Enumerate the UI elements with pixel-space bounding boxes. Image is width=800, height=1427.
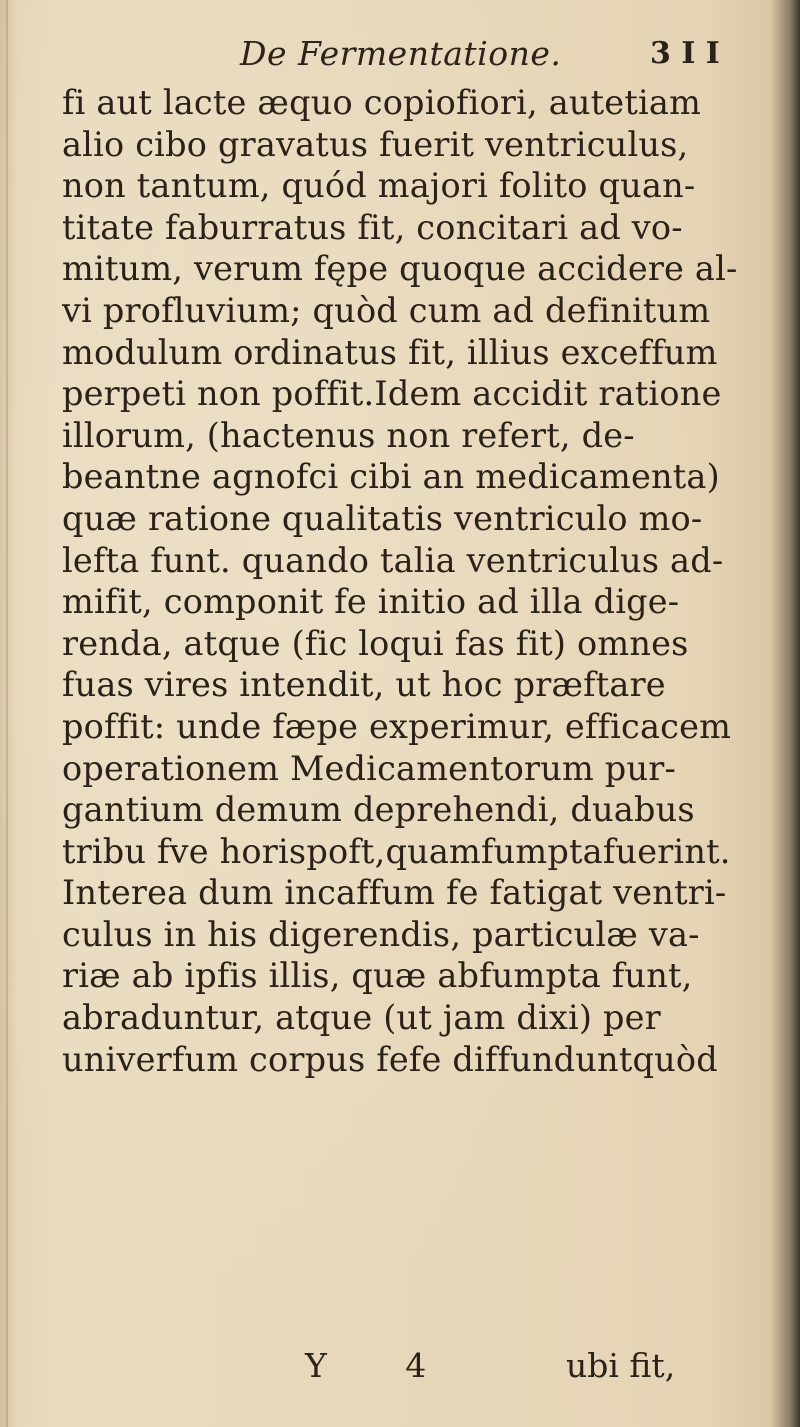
text-line: beantne agnofci cibi an medicamenta) (62, 457, 720, 497)
page-gutter (6, 0, 8, 1427)
text-line: illorum, (hactenus non refert, de- (62, 415, 635, 455)
text-line: quæ ratione qualitatis ventriculo mo- (62, 498, 703, 538)
text-line: riæ ab ipfis illis, quæ abfumpta funt, (62, 956, 693, 996)
text-line: vi profluvium; quòd cum ad definitum (62, 290, 711, 330)
text-line: perpeti non poffit.Idem accidit ratione (62, 374, 722, 414)
text-line: fuas vires intendit, ut hoc præftare (62, 665, 666, 705)
text-line: non tantum, quód majori folito quan- (62, 166, 696, 206)
page-number: 3 I I (650, 36, 720, 71)
text-line: abraduntur, atque (ut jam dixi) per (62, 998, 661, 1038)
signature-mark: Y 4 (305, 1346, 461, 1385)
text-line: fi aut lacte æquo copiofiori, autetiam (62, 83, 702, 122)
text-line: mifit, componit fe initio ad illa dige- (62, 582, 680, 622)
running-header (0, 34, 800, 84)
text-line: mitum, verum fępe quoque accidere al- (62, 249, 738, 289)
text-line: poffit: unde fæpe experimur, efficacem (62, 706, 732, 746)
text-line: tribu fve horispoft,quamfumptafuerint. (62, 831, 731, 871)
body-text (62, 82, 774, 1080)
running-title: De Fermentatione. (240, 34, 562, 73)
text-line: univerfum corpus fefe diffunduntquòd (62, 1039, 718, 1079)
text-line: culus in his digerendis, particulæ va- (62, 914, 700, 954)
text-line: lefta funt. quando talia ventriculus ad- (62, 540, 724, 580)
text-line: renda, atque (fic loqui fas fit) omnes (62, 623, 689, 663)
catchword: ubi fit, (566, 1346, 676, 1385)
text-line: gantium demum deprehendi, duabus (62, 790, 695, 830)
text-line: titate faburratus fit, concitari ad vo- (62, 207, 683, 247)
text-line: alio cibo gravatus fuerit ventriculus, (62, 124, 689, 164)
text-line: operationem Medicamentorum pur- (62, 748, 676, 788)
text-line: Interea dum incaffum fe fatigat ventri- (62, 873, 727, 913)
text-line: modulum ordinatus fit, illius exceffum (62, 332, 718, 372)
page-footer (0, 1346, 800, 1390)
